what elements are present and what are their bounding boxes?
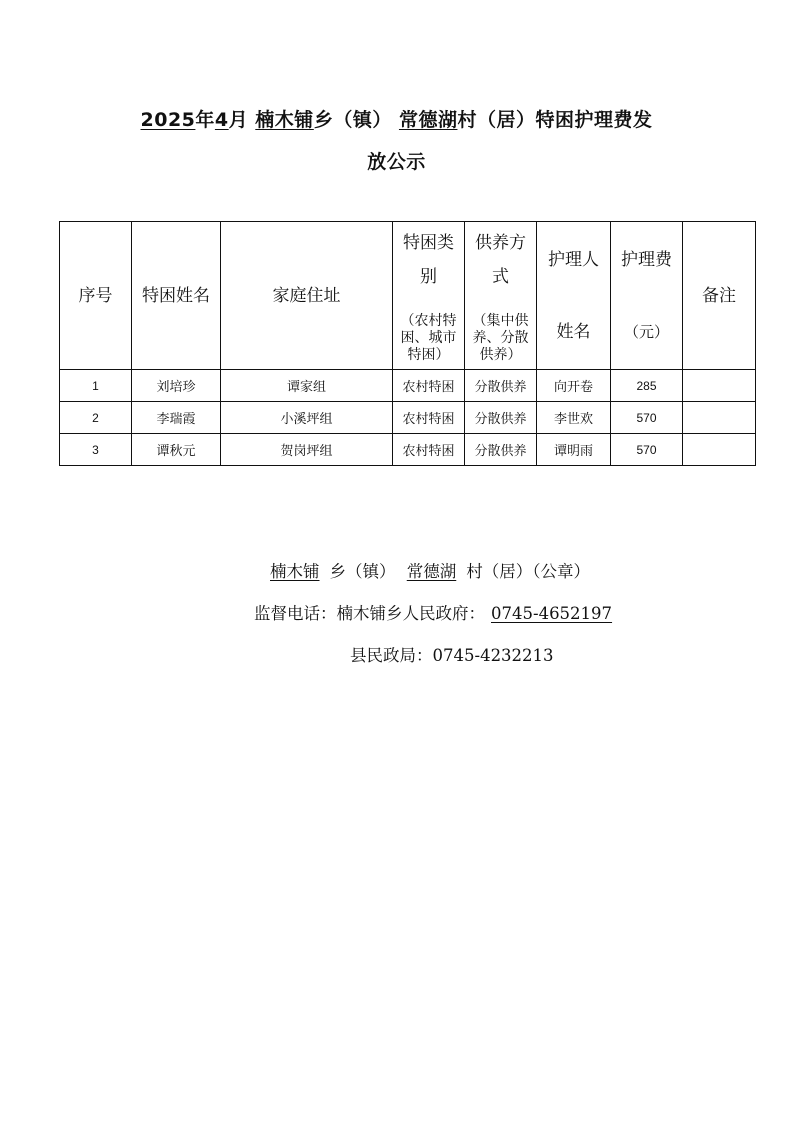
header-support-main-2: 式 (492, 266, 509, 287)
header-support-main-1: 供养方 (475, 232, 526, 253)
table-row (60, 434, 756, 466)
cell-support: 分散供养 (465, 434, 537, 466)
header-caregiver-1: 护理人 (548, 249, 599, 270)
header-fee-1: 护理费 (621, 249, 672, 270)
table-row (60, 370, 756, 402)
title-month-suffix: 月 (228, 109, 249, 131)
footer-supervision-line (254, 600, 618, 624)
supervision-label: 监督电话：楠木铺乡人民政府： (254, 604, 485, 623)
cell-address: 贺岗坪组 (221, 434, 393, 466)
title-township-suffix: 乡（镇） (313, 109, 392, 131)
cell-name: 刘培珍 (132, 370, 221, 402)
cell-remarks (683, 370, 756, 402)
cell-fee: 570 (611, 434, 683, 466)
header-name: 特困姓名 (132, 222, 221, 370)
header-seq: 序号 (60, 222, 132, 370)
cell-address: 小溪坪组 (221, 402, 393, 434)
header-caregiver-2: 姓名 (556, 321, 591, 342)
footer-seal-line (270, 558, 590, 582)
cell-name: 谭秋元 (132, 434, 221, 466)
cell-support: 分散供养 (465, 402, 537, 434)
cell-category: 农村特困 (393, 402, 465, 434)
cell-seq: 3 (60, 434, 132, 466)
header-caregiver (537, 222, 611, 370)
header-fee-2: （元） (623, 322, 669, 341)
supervision-phone: 0745-4652197 (491, 604, 613, 623)
title-year: 2025 (140, 109, 196, 131)
cell-caregiver: 李世欢 (537, 402, 611, 434)
announcement-title-line2: 放公示 (367, 151, 426, 173)
cell-seq: 1 (60, 370, 132, 402)
header-category-note: （农村特困、城市特困） (400, 312, 457, 363)
cell-remarks (683, 402, 756, 434)
footer-village-suffix: 村（居）（公章） (466, 562, 590, 581)
title-month: 4 (214, 109, 229, 131)
cell-category: 农村特困 (393, 370, 465, 402)
footer-village: 常德湖 (406, 562, 457, 581)
bureau-label: 县民政局： (350, 646, 433, 665)
care-fee-table (59, 221, 756, 466)
bureau-phone: 0745-4232213 (432, 646, 554, 665)
footer-bureau-line (350, 642, 554, 666)
header-support (465, 222, 537, 370)
cell-caregiver: 谭明雨 (537, 434, 611, 466)
cell-fee: 570 (611, 402, 683, 434)
cell-name: 李瑞霞 (132, 402, 221, 434)
header-fee (611, 222, 683, 370)
header-support-note: （集中供养、分散供养） (472, 312, 529, 363)
header-remarks: 备注 (683, 222, 756, 370)
cell-seq: 2 (60, 402, 132, 434)
header-category-main-2: 别 (420, 266, 437, 287)
table-row (60, 402, 756, 434)
cell-fee: 285 (611, 370, 683, 402)
footer-township-suffix: 乡（镇） (329, 562, 396, 581)
announcement-title (0, 105, 793, 132)
title-village: 常德湖 (398, 109, 458, 131)
header-address: 家庭住址 (221, 222, 393, 370)
table-header-row (60, 222, 756, 370)
cell-remarks (683, 434, 756, 466)
cell-support: 分散供养 (465, 370, 537, 402)
cell-category: 农村特困 (393, 434, 465, 466)
footer-township: 楠木铺 (270, 562, 320, 581)
title-year-suffix: 年 (195, 109, 215, 131)
header-category-main-1: 特困类 (403, 232, 454, 253)
cell-address: 谭家组 (221, 370, 393, 402)
cell-caregiver: 向开卷 (537, 370, 611, 402)
title-rest: 村（居）特困护理费发 (457, 109, 653, 131)
header-category (393, 222, 465, 370)
title-township: 楠木铺 (255, 109, 314, 131)
